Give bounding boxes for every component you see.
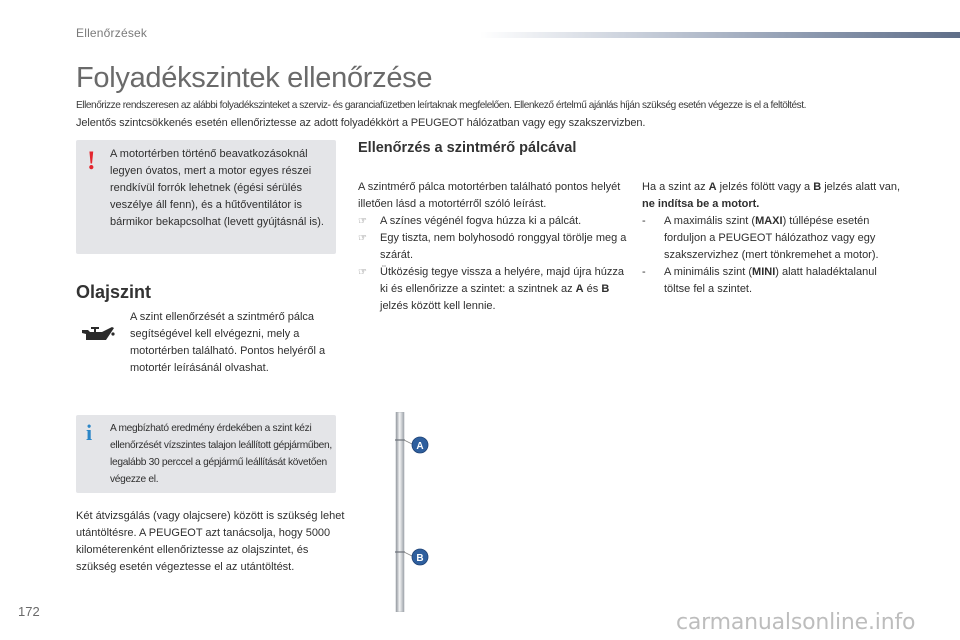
dipstick-illustration <box>392 412 442 612</box>
intro-line-1: Ellenőrizze rendszeresen az alábbi folyadékszinteket a szerviz- és garanciafüzetben leírtaknak megfelelően. Ellenkező értelmű ajánlás híján szükség esetén végezze is el a feltöltést. <box>76 100 806 111</box>
oil-can-icon <box>80 322 116 346</box>
watermark: carmanualsonline.info <box>676 610 916 635</box>
header-bar <box>480 32 960 38</box>
page-title: Folyadékszintek ellenőrzése <box>76 62 433 94</box>
list-item: - A maximális szint (MAXI) túllépése esetén forduljon a PEUGEOT hálózathoz vagy egy szakszervizhez (mert tönkremehet a motor). <box>642 215 879 261</box>
dipstick-section-title: Ellenőrzés a szintmérő pálcával <box>358 140 577 156</box>
level-warning-column <box>642 179 902 298</box>
warning-text: A motortérben történő beavatkozásoknál legyen óvatos, mert a motor egyes részei rendkívül forrók lehetnek (égési sérülés veszélye áll fenn), és a hűtőventilátor is bármikor bekapcsolhat (levett gyújtásnál is). <box>110 148 324 228</box>
marker-b <box>412 549 428 565</box>
page-number: 172 <box>18 604 40 619</box>
oil-level-text: A szint ellenőrzését a szintmérő pálca segítségével kell elvégezni, mely a motortérben található. Pontos helyéről a motortér leírásánál olvashat. <box>130 311 326 374</box>
oil-level-title: Olajszint <box>76 282 152 302</box>
dipstick-intro: A szintmérő pálca motortérben található pontos helyét illetően lásd a motortérről szóló leírást. <box>358 181 621 210</box>
step-text: Egy tiszta, nem bolyhosodó ronggyal törölje meg a szárát. <box>380 232 627 261</box>
svg-text:A: A <box>416 441 424 452</box>
pointing-hand-icon: ☞ <box>358 216 367 227</box>
step-text: A színes végénél fogva húzza ki a pálcát. <box>380 215 582 227</box>
step-item <box>358 213 628 230</box>
pointing-hand-icon: ☞ <box>358 233 367 244</box>
level-warning-intro: Ha a szint az A jelzés fölött vagy a B jelzés alatt van, ne indítsa be a motort. <box>642 181 901 210</box>
refill-advice-text: Két átvizsgálás (vagy olajcsere) között is szükség lehet utántöltésre. A PEUGEOT azt tanácsolja, hogy 5000 kilométerenként ellenőriztesse az olajszintet, és szükség esetén végeztesse el az utántöltést. <box>76 510 345 573</box>
info-icon: i <box>86 420 93 445</box>
step-item <box>358 264 628 315</box>
intro-line-2: Jelentős szintcsökkenés esetén ellenőriztesse az adott folyadékkört a PEUGEOT hálózatban vagy egy szakszervizben. <box>76 117 646 129</box>
info-text: A megbízható eredmény érdekében a szint kézi ellenőrzését vízszintes talajon leállított gépjárműben, legalább 30 perccel a gépjármű leállítását követően végezze el. <box>110 423 332 485</box>
pointing-hand-icon: ☞ <box>358 267 367 278</box>
step-text-3: Ütközésig tegye vissza a helyére, majd újra húzza ki és ellenőrizze a szintet: a szintnek az A és B jelzés között kell lennie. <box>380 266 624 312</box>
section-label: Ellenőrzések <box>76 26 148 40</box>
list-item: - A minimális szint (MINI) alatt haladéktalanul töltse fel a szintet. <box>642 266 877 295</box>
svg-text:B: B <box>416 553 424 564</box>
exclamation-icon: ! <box>87 146 96 175</box>
dipstick-instructions <box>358 179 628 315</box>
marker-a <box>412 437 428 453</box>
step-item <box>358 230 628 264</box>
